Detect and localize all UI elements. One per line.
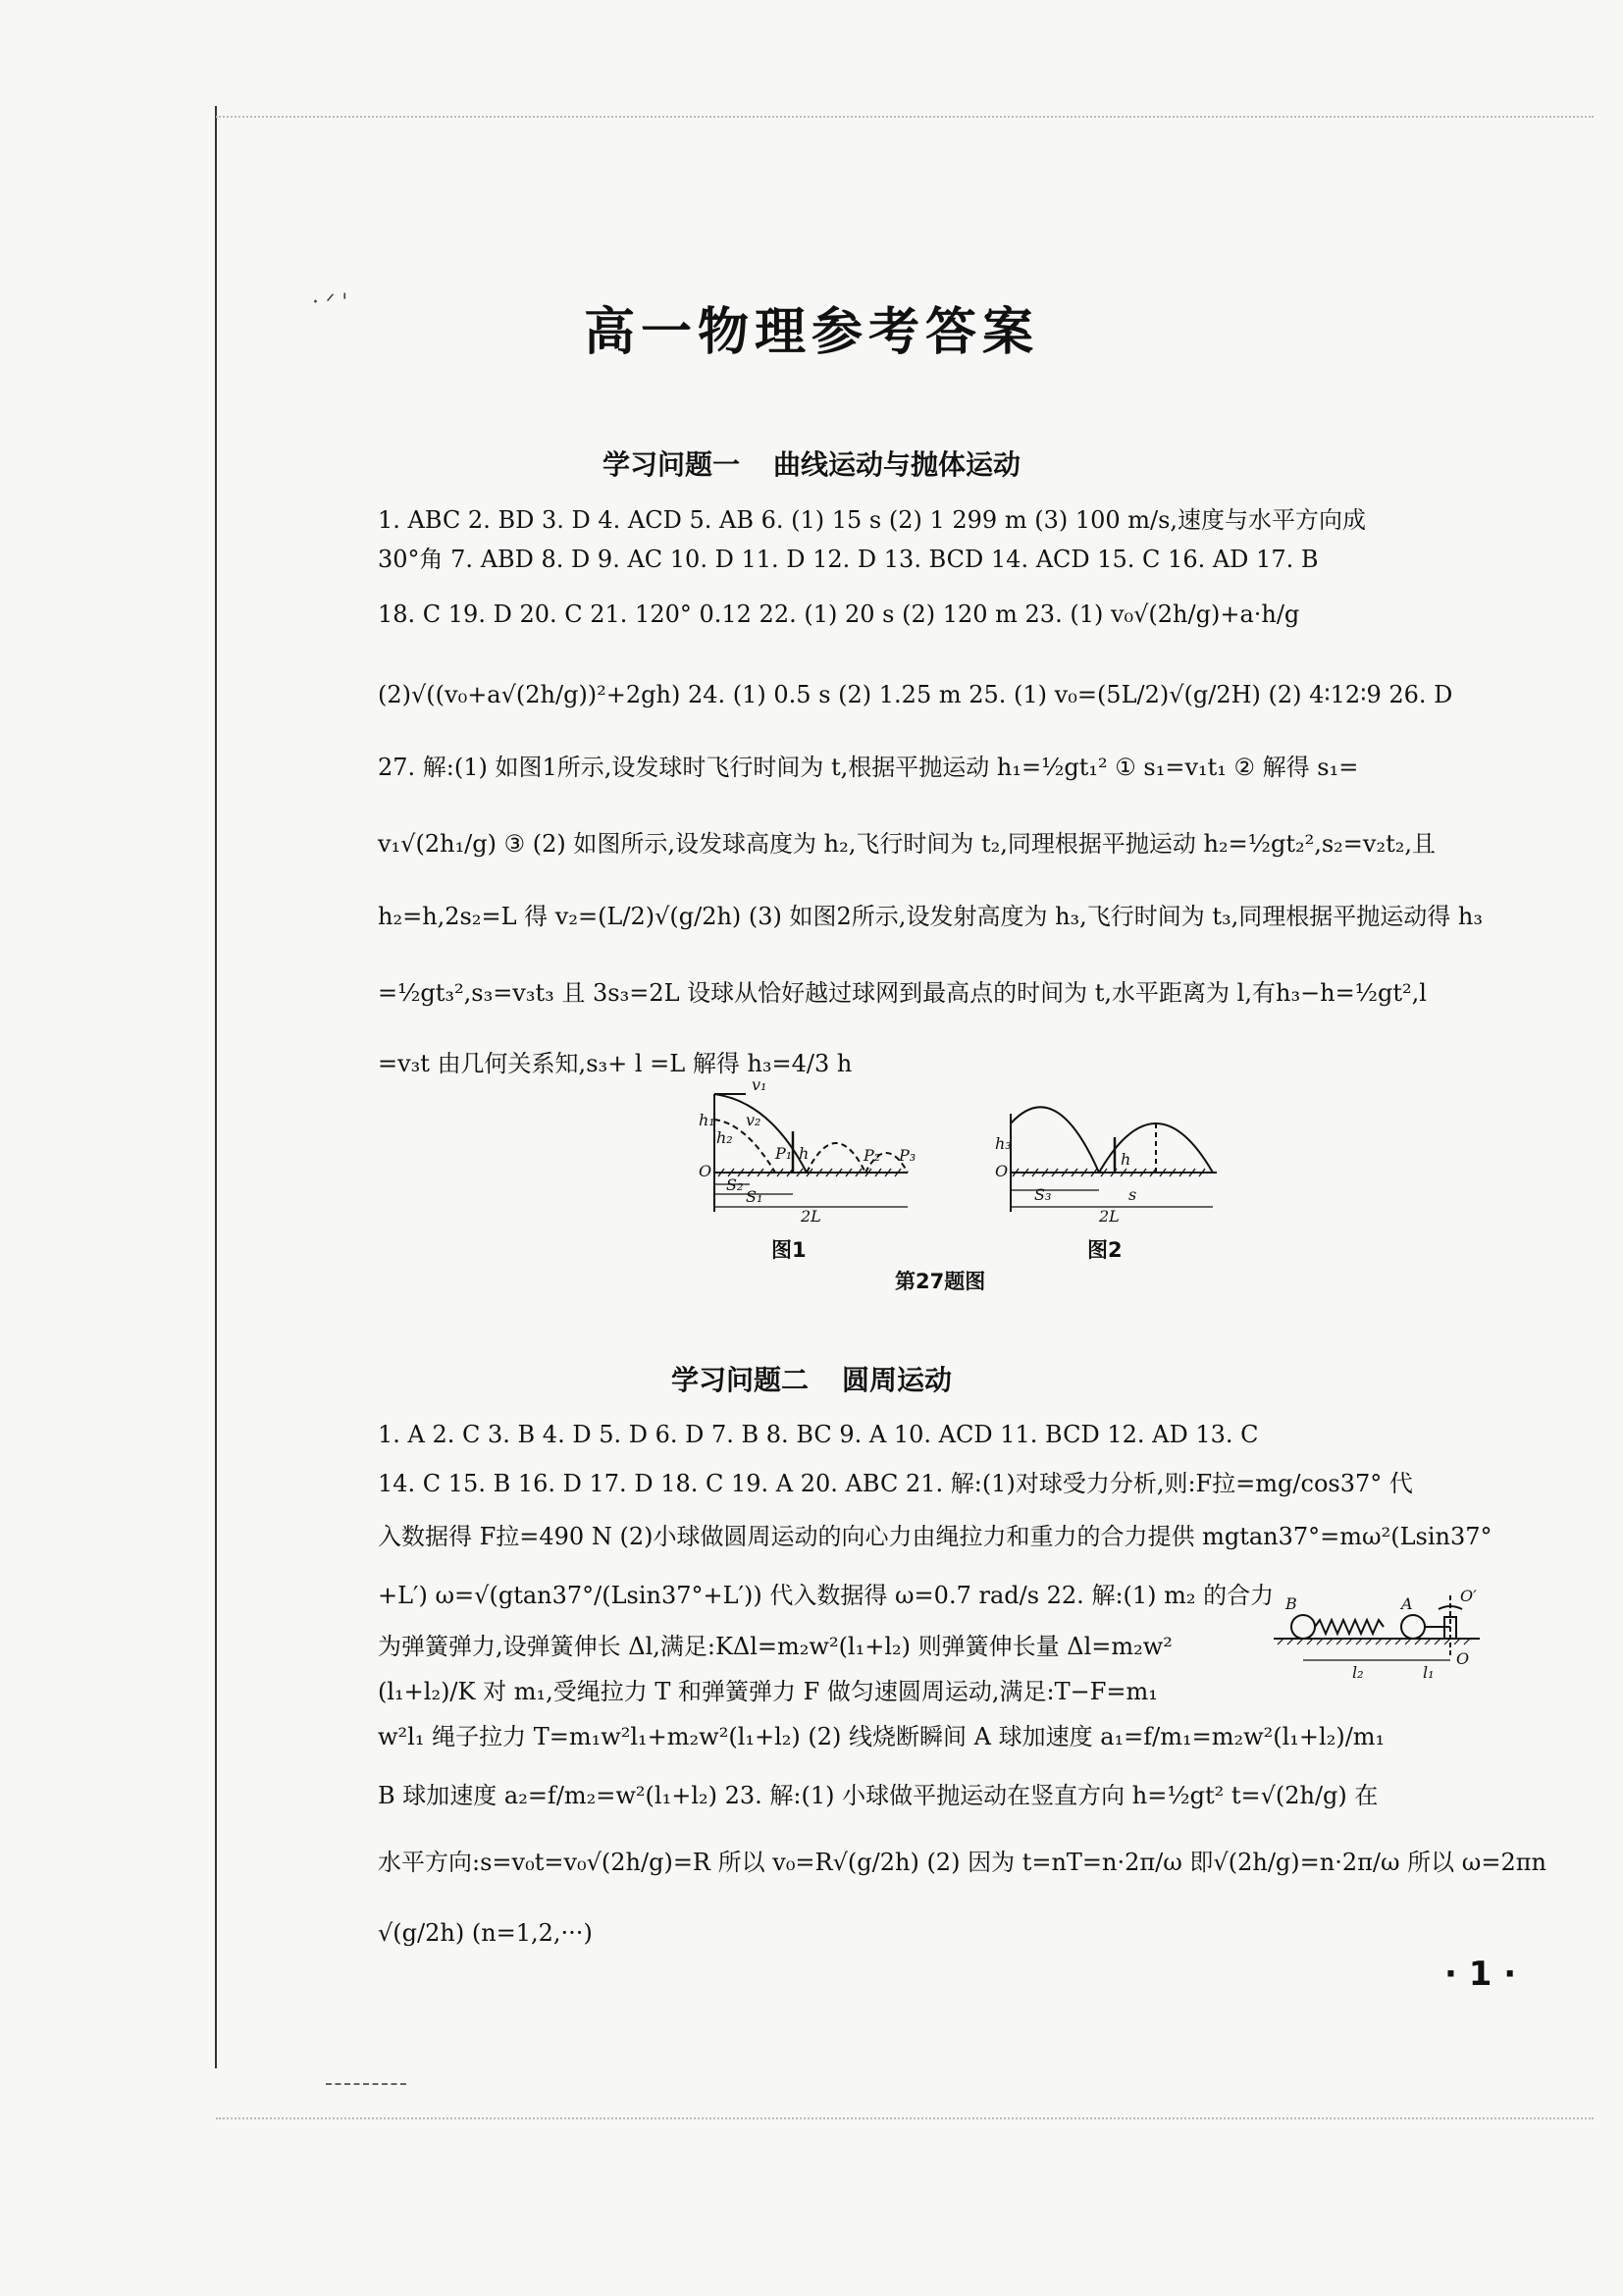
scan-speck: · ᐟ ': [312, 290, 348, 315]
answer-line: 18. C 19. D 20. C 21. 120° 0.12 22. (1) 20 s (2) 120 m 23. (1) v₀√(2h/g)+a·h/g: [378, 600, 1300, 628]
bottom-edge-dots: [216, 2117, 1594, 2119]
fig2-mark-s: s: [1128, 1185, 1137, 1204]
fig1-mark-p1: P₁: [775, 1144, 793, 1163]
answer-line: w²l₁ 绳子拉力 T=m₁w²l₁+m₂w²(l₁+l₂) (2) 线烧断瞬间 A 球加速度 a₁=f/m₁=m₂w²(l₁+l₂)/m₁: [378, 1723, 1386, 1750]
fig22-mark-a: A: [1401, 1594, 1413, 1613]
fig1-mark-s1: S₁: [746, 1187, 763, 1206]
footer-dash: [326, 2083, 406, 2085]
top-edge-dots: [216, 116, 1594, 118]
figure-1-label: 图1: [771, 1238, 807, 1262]
section-2-topic: 圆周运动: [842, 1364, 953, 1396]
section-heading-1: [0, 444, 1623, 483]
fig2-mark-o: O: [995, 1162, 1009, 1180]
answer-line: 入数据得 F拉=490 N (2)小球做圆周运动的向心力由绳拉力和重力的合力提供 mgtan37°=mω²(Lsin37°: [378, 1523, 1492, 1550]
answer-line: =½gt₃²,s₃=v₃t₃ 且 3s₃=2L 设球从恰好越过球网到最高点的时间为 t,水平距离为 l,有h₃−h=½gt²,l: [378, 979, 1427, 1007]
fig22-mark-l2: l₂: [1352, 1663, 1364, 1682]
answer-line: 水平方向:s=v₀t=v₀√(2h/g)=R 所以 v₀=R√(g/2h) (2) 因为 t=nT=n·2π/ω 即√(2h/g)=n·2π/ω 所以 ω=2πn: [378, 1849, 1546, 1876]
section-heading-2: [0, 1359, 1623, 1398]
figure-22-spring-diagram: [1274, 1588, 1499, 1686]
fig1-mark-v1: v₁: [752, 1075, 767, 1094]
answer-line: 30°角 7. ABD 8. D 9. AC 10. D 11. D 12. D 13. BCD 14. ACD 15. C 16. AD 17. B: [378, 546, 1319, 573]
fig22-mark-l1: l₁: [1423, 1663, 1435, 1682]
fig22-mark-o-prime: O′: [1460, 1587, 1477, 1605]
answer-line: (l₁+l₂)/K 对 m₁,受绳拉力 T 和弹簧弹力 F 做匀速圆周运动,满足:T−F=m₁: [378, 1678, 1158, 1705]
answer-line: v₁√(2h₁/g) ③ (2) 如图所示,设发球高度为 h₂,飞行时间为 t₂,同理根据平抛运动 h₂=½gt₂²,s₂=v₂t₂,且: [378, 830, 1436, 858]
fig1-mark-o: O: [699, 1162, 712, 1180]
fig1-mark-2l: 2L: [801, 1207, 821, 1226]
figure-27-caption: 第27题图: [895, 1270, 986, 1293]
fig22-mark-o: O: [1456, 1649, 1470, 1668]
section-2-label: 学习问题二: [670, 1364, 809, 1396]
answer-line: 14. C 15. B 16. D 17. D 18. C 19. A 20. ABC 21. 解:(1)对球受力分析,则:F拉=mg/cos37° 代: [378, 1470, 1413, 1497]
figure-2-label: 图2: [1087, 1238, 1123, 1262]
answer-line: h₂=h,2s₂=L 得 v₂=(L/2)√(g/2h) (3) 如图2所示,设发射高度为 h₃,飞行时间为 t₃,同理根据平抛运动得 h₃: [378, 903, 1484, 930]
answer-line: =v₃t 由几何关系知,s₃+ l =L 解得 h₃=4/3 h: [378, 1050, 853, 1077]
section-1-topic: 曲线运动与抛体运动: [773, 448, 1021, 481]
answer-line: √(g/2h) (n=1,2,···): [378, 1919, 593, 1947]
fig2-mark-2l: 2L: [1099, 1207, 1120, 1226]
section-1-label: 学习问题一: [602, 448, 740, 481]
figure-27-diagrams: [699, 1074, 1217, 1241]
answer-line: +L′) ω=√(gtan37°/(Lsin37°+L′)) 代入数据得 ω=0.7 rad/s 22. 解:(1) m₂ 的合力: [378, 1582, 1275, 1609]
fig1-mark-p2: P₂: [864, 1146, 881, 1165]
fig2-mark-s3: S₃: [1034, 1185, 1052, 1204]
fig1-mark-p3: P₃: [899, 1146, 916, 1165]
answer-line: 1. ABC 2. BD 3. D 4. ACD 5. AB 6. (1) 15 s (2) 1 299 m (3) 100 m/s,速度与水平方向成: [378, 506, 1367, 534]
page-number: · 1 ·: [1444, 1955, 1517, 1994]
fig1-mark-v2: v₂: [746, 1111, 761, 1129]
fig2-mark-h3: h₃: [995, 1134, 1012, 1153]
fig1-mark-s2: S₂: [726, 1175, 744, 1194]
fig1-mark-h1: h₁: [699, 1111, 715, 1129]
answer-line: B 球加速度 a₂=f/m₂=w²(l₁+l₂) 23. 解:(1) 小球做平抛运动在竖直方向 h=½gt² t=√(2h/g) 在: [378, 1782, 1379, 1809]
page-title: 高一物理参考答案: [583, 303, 1039, 362]
fig1-mark-h2: h₂: [716, 1128, 733, 1147]
fig2-mark-h: h: [1121, 1150, 1131, 1169]
answer-line: 为弹簧弹力,设弹簧伸长 Δl,满足:KΔl=m₂w²(l₁+l₂) 则弹簧伸长量 Δl=m₂w²: [378, 1633, 1173, 1660]
answer-line: 27. 解:(1) 如图1所示,设发球时飞行时间为 t,根据平抛运动 h₁=½gt₁² ① s₁=v₁t₁ ② 解得 s₁=: [378, 754, 1359, 781]
binding-margin-line: [215, 106, 217, 2068]
fig1-mark-h: h: [799, 1144, 810, 1163]
answer-line: (2)√((v₀+a√(2h/g))²+2gh) 24. (1) 0.5 s (2) 1.25 m 25. (1) v₀=(5L/2)√(g/2H) (2) 4∶12∶9 26. D: [378, 681, 1453, 708]
fig22-mark-b: B: [1285, 1594, 1297, 1613]
answer-line: 1. A 2. C 3. B 4. D 5. D 6. D 7. B 8. BC 9. A 10. ACD 11. BCD 12. AD 13. C: [378, 1421, 1259, 1448]
